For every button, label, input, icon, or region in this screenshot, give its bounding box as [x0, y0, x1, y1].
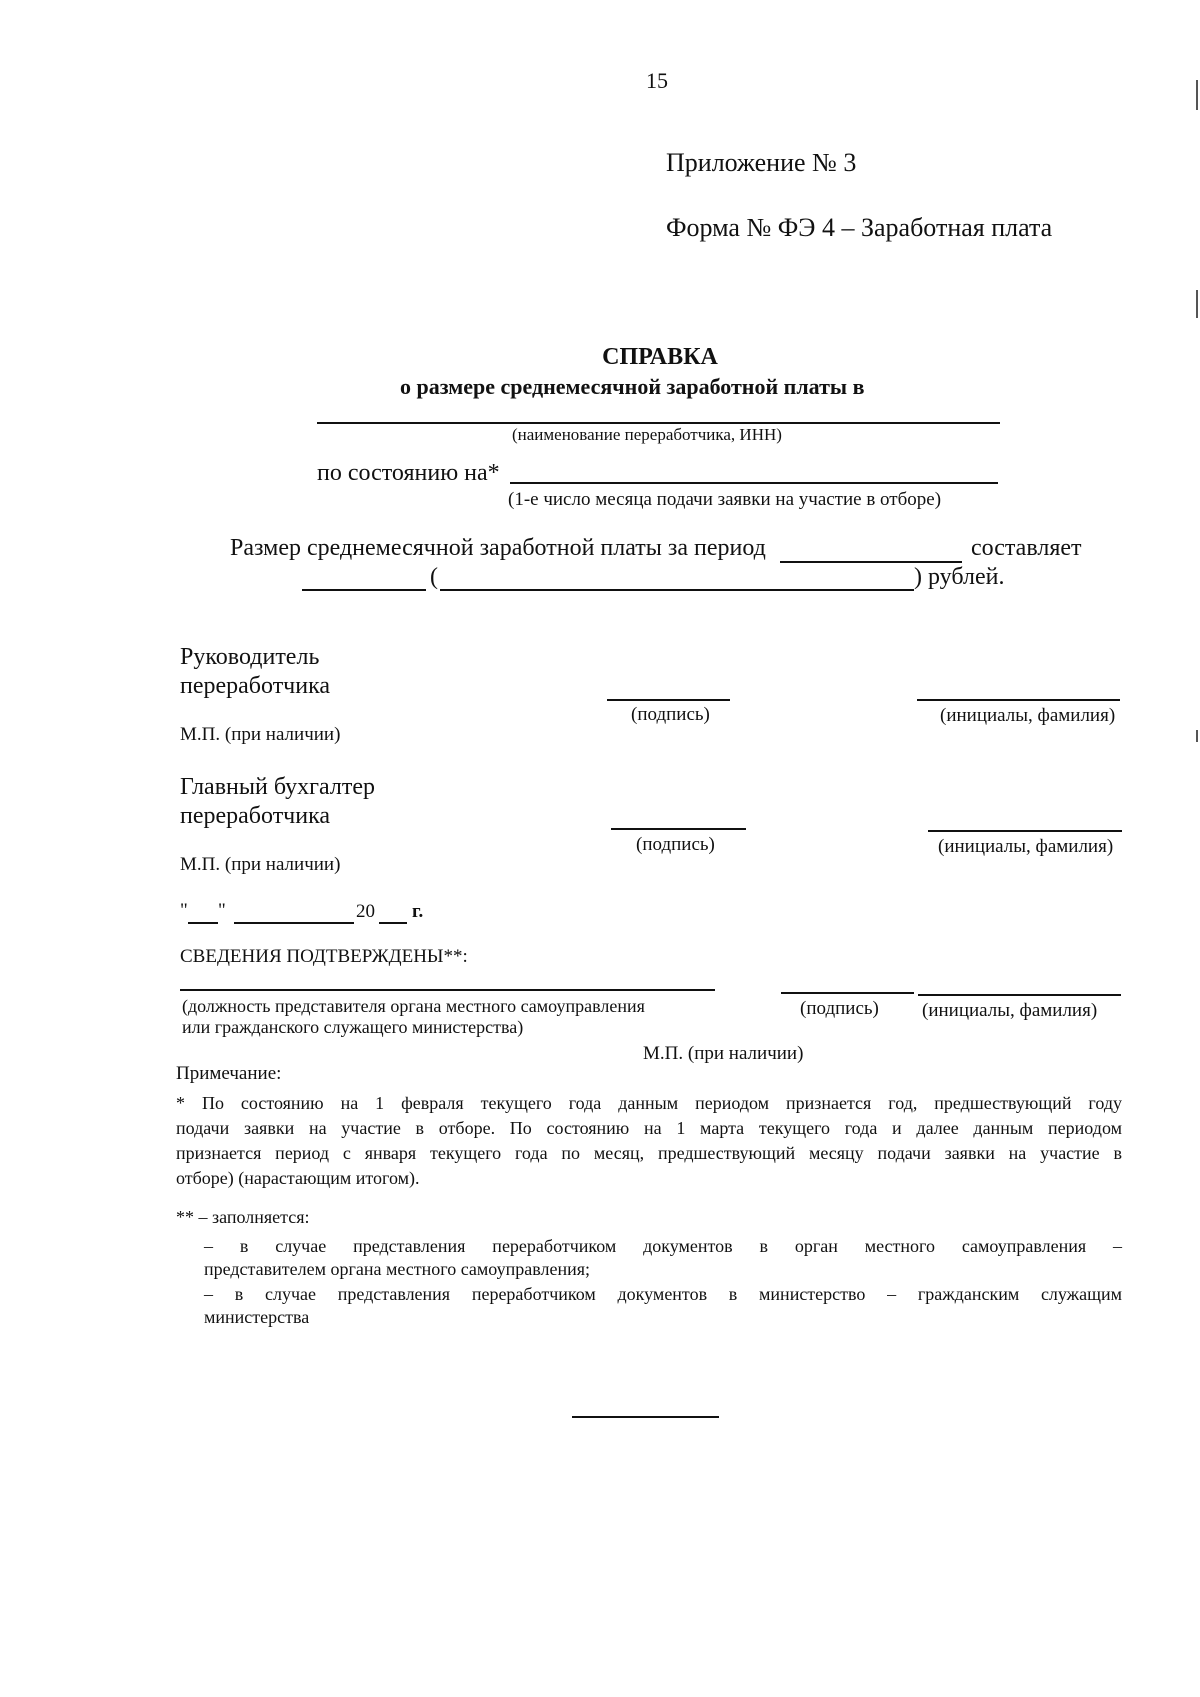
amount-words-line	[440, 589, 914, 591]
scan-edge-mark	[1196, 80, 1198, 110]
confirmed-name-line	[918, 994, 1121, 996]
note1-line1: * По состоянию на 1 февраля текущего года данным периодом признается год, предшествующий году	[176, 1093, 1122, 1113]
note2-item1-line1: – в случае представления переработчиком документов в орган местного самоуправления –	[204, 1236, 1122, 1256]
date-year-line	[379, 922, 407, 924]
page-number: 15	[646, 68, 668, 93]
period-line	[780, 561, 962, 563]
as-of-caption: (1-е число месяца подачи заявки на участие в отборе)	[508, 489, 942, 510]
end-separator-line	[572, 1416, 719, 1418]
confirmed-position-caption-line2: или гражданского служащего министерства)	[182, 1017, 524, 1037]
note2-item2-line1: – в случае представления переработчиком документов в министерство – гражданским служащим	[204, 1284, 1122, 1304]
director-signature-caption: (подпись)	[631, 704, 710, 725]
date-year-suffix: г.	[412, 901, 424, 922]
confirmed-position-caption-line1: (должность представителя органа местного самоуправления	[182, 996, 645, 1016]
accountant-title-line1: Главный бухгалтер	[180, 774, 375, 800]
note2-heading: ** – заполняется:	[176, 1207, 310, 1227]
date-day-line	[188, 922, 218, 924]
confirmed-stamp: М.П. (при наличии)	[643, 1043, 804, 1064]
note1-line4: отборе) (нарастающим итогом).	[176, 1168, 420, 1188]
director-title-line1: Руководитель	[180, 644, 320, 670]
date-quote-open: "	[180, 900, 188, 921]
confirmed-signature-line	[781, 992, 914, 994]
accountant-title-line2: переработчика	[180, 803, 331, 829]
as-of-label: по состоянию на*	[317, 460, 500, 486]
director-name-line	[917, 699, 1120, 701]
date-month-line	[234, 922, 354, 924]
scan-edge-mark	[1196, 730, 1198, 742]
appendix-label: Приложение № 3	[666, 148, 857, 177]
accountant-stamp: М.П. (при наличии)	[180, 854, 341, 875]
scan-edge-mark	[1196, 290, 1198, 318]
amount-digits-line	[302, 589, 426, 591]
director-title-line2: переработчика	[180, 673, 331, 699]
notes-heading: Примечание:	[176, 1063, 282, 1084]
document-title: СПРАВКА	[602, 344, 718, 370]
note2-item1-line2: представителем органа местного самоуправления;	[204, 1259, 591, 1279]
salary-text-start: Размер среднемесячной заработной платы за период	[230, 535, 766, 561]
confirmed-position-line	[180, 989, 715, 991]
confirmed-heading: СВЕДЕНИЯ ПОДТВЕРЖДЕНЫ**:	[180, 946, 468, 967]
organization-caption: (наименование переработчика, ИНН)	[512, 425, 782, 444]
director-name-caption: (инициалы, фамилия)	[940, 705, 1116, 726]
confirmed-signature-caption: (подпись)	[800, 998, 879, 1019]
document-subtitle: о размере среднемесячной заработной платы в	[400, 374, 865, 399]
date-quote-close: "	[218, 900, 226, 921]
note2-item2-line2: министерства	[204, 1307, 310, 1327]
accountant-signature-caption: (подпись)	[636, 834, 715, 855]
accountant-name-caption: (инициалы, фамилия)	[938, 836, 1114, 857]
accountant-name-line	[928, 830, 1122, 832]
paren-open: (	[430, 564, 438, 590]
form-label: Форма № ФЭ 4 – Заработная плата	[666, 213, 1053, 242]
accountant-signature-line	[611, 828, 746, 830]
date-year-prefix: 20	[356, 901, 375, 922]
director-stamp: М.П. (при наличии)	[180, 724, 341, 745]
note1-line2: подачи заявки на участие в отборе. По состоянию на 1 марта текущего года и далее данным периодом	[176, 1118, 1122, 1138]
as-of-line	[510, 482, 998, 484]
organization-line	[317, 422, 1000, 424]
salary-text-end: составляет	[971, 535, 1082, 561]
confirmed-name-caption: (инициалы, фамилия)	[922, 1000, 1098, 1021]
note1-line3: признается период с января текущего года по месяц, предшествующий месяцу подачи заявки на участие в	[176, 1143, 1122, 1163]
salary-rubles: ) рублей.	[914, 564, 1005, 590]
director-signature-line	[607, 699, 730, 701]
